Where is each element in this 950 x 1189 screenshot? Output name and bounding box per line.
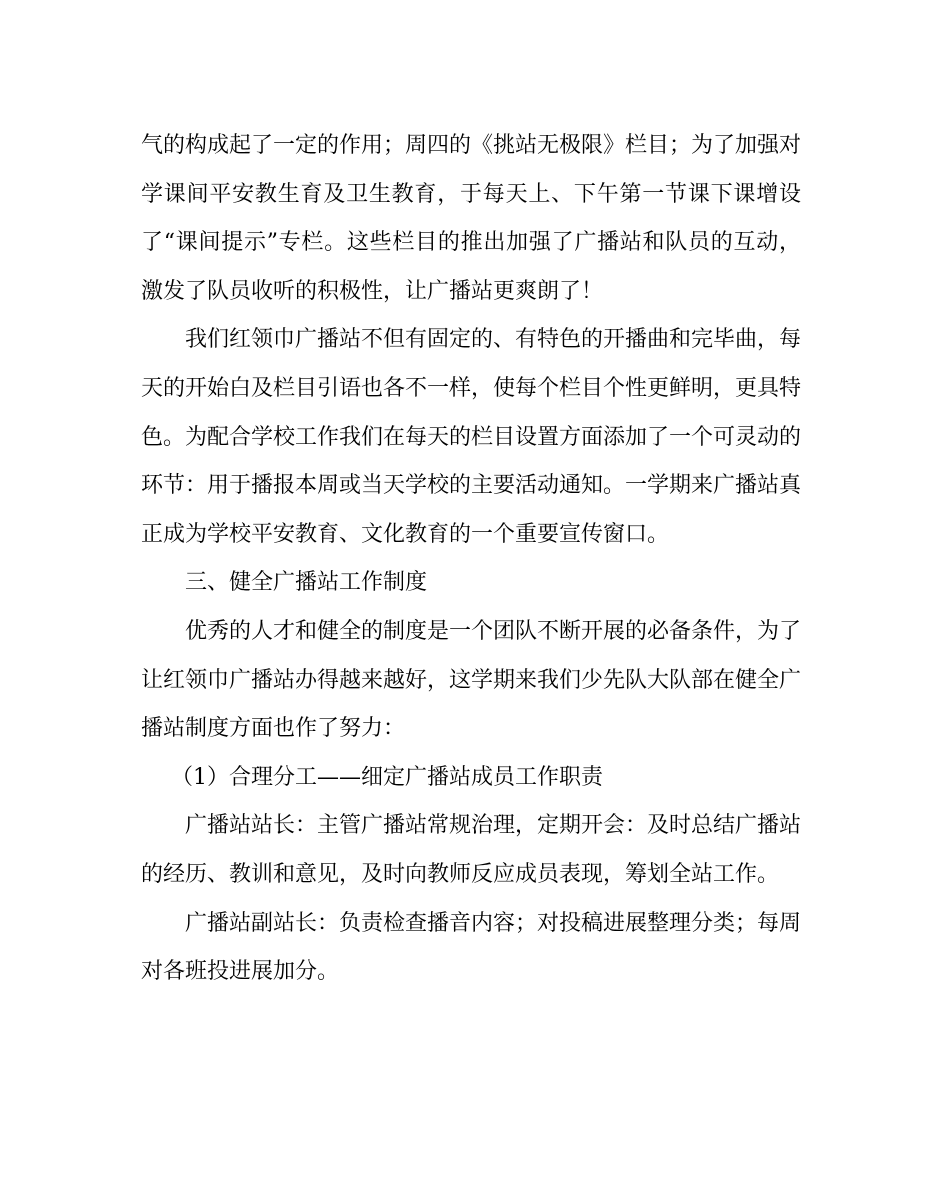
paragraph-system-effort: 优秀的人才和健全的制度是一个团队不断开展的必备条件，为了让红领巾广播站办得越来越好，这学期来我们少先队大队部在健全广播站制度方面也作了努力：	[141, 618, 802, 742]
paragraph-deputy-chief: 广播站副站长：负责检查播音内容；对投稿进展整理分类；每周对各班投进展加分。	[141, 910, 802, 985]
subheading-division-of-labor: （1）合理分工——细定广播站成员工作职责	[171, 764, 603, 790]
paragraph-station-chief: 广播站站长：主管广播站常规治理，定期开会：及时总结广播站的经历、教训和意见，及时向教师反应成员表现，筹划全站工作。	[141, 813, 802, 887]
paragraph-opening-music: 我们红领巾广播站不但有固定的、有特色的开播曲和完毕曲，每天的开始白及栏目引语也各不一样，使每个栏目个性更鲜明，更具特色。为配合学校工作我们在每天的栏目设置方面添加了一个可灵动的环节：用于播报本周或当天学校的主要活动通知。一学期来广播站真正成为学校平安教育、文化教育的一个重要宣传窗口。	[141, 327, 802, 547]
section-heading-system: 三、健全广播站工作制度	[185, 570, 428, 596]
paragraph-column-intro: 气的构成起了一定的作用；周四的《挑站无极限》栏目；为了加强对学课间平安教生育及卫生教育，于每天上、下午第一节课下课增设了“课间提示”专栏。这些栏目的推出加强了广播站和队员的互动，激发了队员收听的积极性，让广播站更爽朗了！	[141, 133, 802, 304]
document-body	[141, 122, 801, 997]
